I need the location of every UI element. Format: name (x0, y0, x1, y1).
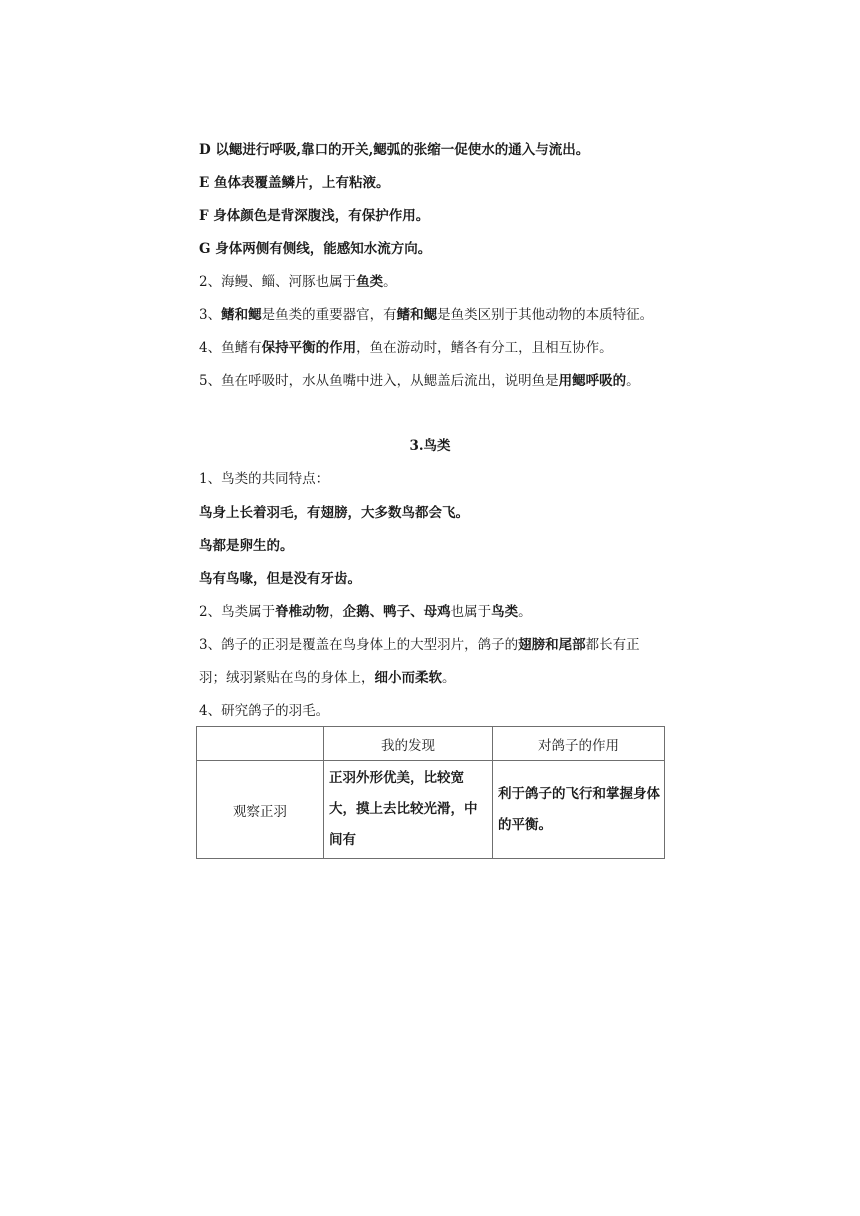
fish-point-3 (199, 305, 653, 325)
bird-point-4 (199, 701, 329, 721)
bird-point-3-cont (199, 668, 456, 688)
text-segment: 鸟身上长着羽毛，有翅膀，大多数鸟都会飞。 (199, 505, 469, 521)
text-segment: 企鹅、鸭子、母鸡 (342, 604, 451, 620)
table-cell-label: 观察正羽 (197, 761, 324, 859)
fish-line-g (199, 239, 431, 259)
table-header-empty (197, 727, 324, 761)
text-segment: 是鱼类区别于其他动物的本质特征。 (437, 307, 654, 323)
section-title-birds: 3.鸟类 (409, 438, 451, 454)
bird-feature-feathers (199, 503, 469, 523)
text-segment: 也属于 (450, 604, 492, 620)
text-segment: ， (329, 604, 343, 620)
text-segment: 。 (518, 604, 532, 620)
text-segment: 1、鸟类的共同特点： (199, 471, 330, 487)
fish-point-2 (199, 272, 397, 292)
table-cell-effect (493, 761, 665, 859)
fish-point-4 (199, 338, 613, 358)
text-segment: 鱼类 (356, 274, 384, 290)
bird-feature-eggs (199, 536, 294, 556)
bird-point-3 (199, 635, 640, 655)
text-segment: 2、海鳗、鲻、河豚也属于 (199, 274, 357, 290)
text-segment: 3、鸽子的正羽是覆盖在鸟身体上的大型羽片，鸽子的 (199, 637, 519, 653)
text-segment: 都长有正 (585, 637, 640, 653)
text-segment: 4、研究鸽子的羽毛。 (199, 703, 330, 719)
table-header-finding: 我的发现 (324, 727, 493, 761)
text-segment: 鸟类 (491, 604, 519, 620)
text-segment: 4、鱼鳍有 (199, 340, 262, 356)
text-segment: 鸟有鸟喙，但是没有牙齿。 (199, 571, 361, 587)
text-segment: 3、 (199, 307, 222, 323)
table-header-effect: 对鸽子的作用 (493, 727, 665, 761)
fish-line-f (199, 206, 429, 226)
text-segment: 翅膀和尾部 (518, 637, 586, 653)
text-segment: G 身体两侧有侧线，能感知水流方向。 (199, 241, 432, 257)
text-segment: E 鱼体表覆盖鳞片，上有粘液。 (199, 175, 390, 191)
text-segment: 鸟都是卵生的。 (199, 538, 294, 554)
text-segment: 鳍和鳃 (221, 307, 262, 323)
effect-text: 利于鸽子的飞行和掌握身体的平衡。 (498, 785, 660, 833)
table-row (197, 761, 665, 859)
table-cell-finding (324, 761, 493, 859)
text-segment: 。 (383, 274, 397, 290)
bird-point-2 (199, 602, 532, 622)
text-segment: 脊椎动物 (275, 604, 330, 620)
text-segment: 。 (626, 373, 640, 389)
text-segment: 保持平衡的作用 (261, 340, 357, 356)
text-segment: 用鳃呼吸的 (558, 373, 627, 389)
bird-feature-beak (199, 569, 361, 589)
bird-point-1 (199, 469, 329, 489)
text-segment: 是鱼类的重要器官，有 (261, 307, 397, 323)
text-segment: 鳍和鳃 (396, 307, 438, 323)
text-segment: 。 (442, 670, 456, 686)
fish-line-e (199, 173, 390, 193)
text-segment: ，鱼在游动时，鳍各有分工，且相互协作。 (356, 340, 613, 356)
fish-line-d (199, 140, 589, 160)
feather-table (196, 726, 665, 859)
text-segment: D 以鳃进行呼吸,靠口的开关,鳃弧的张缩一促使水的通入与流出。 (199, 142, 590, 158)
text-segment: F 身体颜色是背深腹浅，有保护作用。 (199, 208, 430, 224)
text-segment: 5、鱼在呼吸时，水从鱼嘴中进入，从鳃盖后流出，说明鱼是 (199, 373, 559, 389)
text-segment: 细小而柔软 (374, 670, 442, 686)
text-segment: 2、鸟类属于 (199, 604, 276, 620)
table-header-row (197, 727, 665, 761)
finding-text: 正羽外形优美，比较宽大，摸上去比较光滑，中间有 (329, 770, 478, 848)
fish-point-5 (199, 371, 640, 391)
text-segment: 羽；绒羽紧贴在鸟的身体上， (199, 670, 375, 686)
